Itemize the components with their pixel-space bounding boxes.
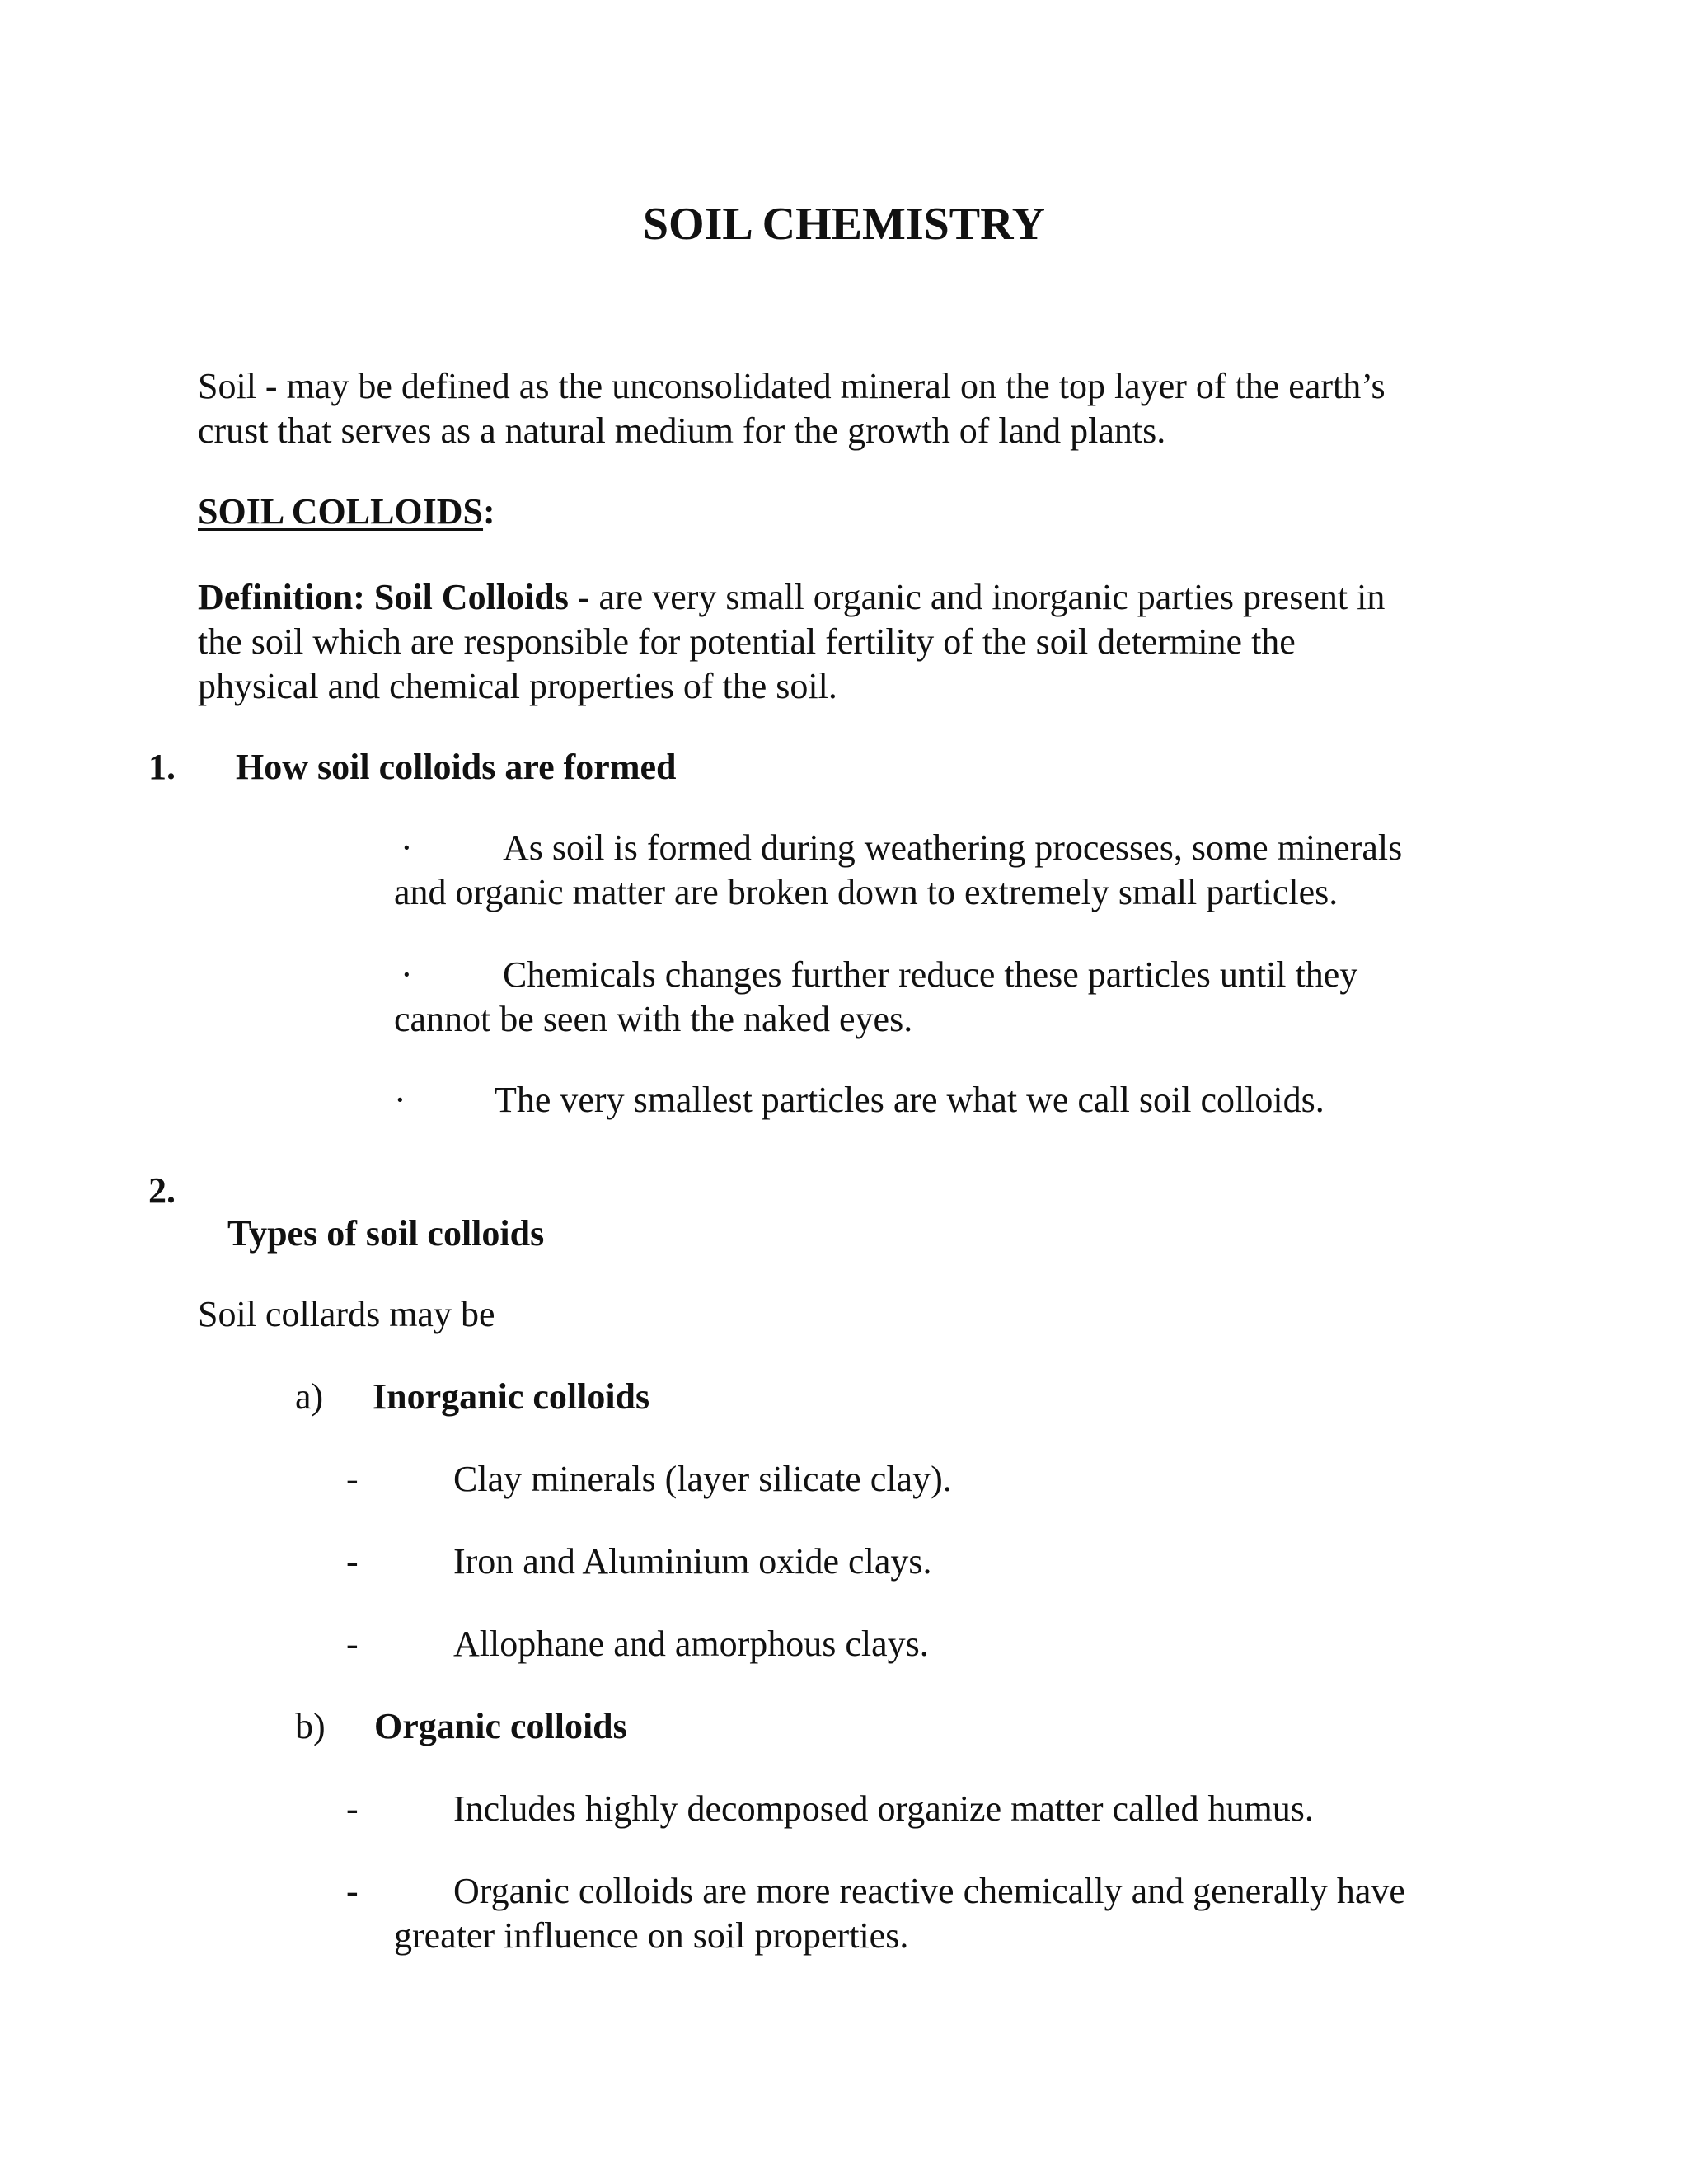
bullet-mark: · — [401, 954, 413, 995]
list-item: Organic colloids are more reactive chemically and generally have — [453, 1871, 1405, 1911]
definition-line-2: the soil which are responsible for potential fertility of the soil determine the — [198, 621, 1296, 662]
bullet-1-line-2: and organic matter are broken down to extremely small particles. — [394, 872, 1339, 912]
list-item: Iron and Aluminium oxide clays. — [453, 1541, 932, 1582]
bullet-1-line-1: As soil is formed during weathering processes, some minerals — [503, 827, 1403, 868]
sub-b-heading: Organic colloids — [374, 1706, 627, 1746]
definition-line-1 — [198, 575, 1385, 620]
section-heading-colon: : — [483, 491, 495, 532]
bullet-mark: · — [401, 827, 413, 868]
item-1-number: 1. — [148, 747, 176, 787]
dash-mark: - — [346, 1788, 359, 1829]
item-2-number: 2. — [148, 1170, 176, 1211]
dash-mark: - — [346, 1624, 359, 1664]
section-heading-text: SOIL COLLOIDS — [198, 491, 484, 532]
dash-mark: - — [346, 1541, 359, 1582]
definition-label: Definition: Soil Colloids — [198, 577, 569, 617]
bullet-2-line-2: cannot be seen with the naked eyes. — [394, 999, 913, 1039]
definition-line-3: physical and chemical properties of the soil. — [198, 666, 837, 706]
list-item: Allophane and amorphous clays. — [453, 1624, 929, 1664]
page-title: SOIL CHEMISTRY — [642, 199, 1046, 250]
intro-line-2: crust that serves as a natural medium for the growth of land plants. — [198, 410, 1166, 451]
section-heading — [198, 490, 495, 534]
bullet-2-line-1: Chemicals changes further reduce these particles until they — [503, 954, 1358, 995]
intro-line-1: Soil - may be defined as the unconsolidated mineral on the top layer of the earth’s — [198, 366, 1386, 406]
sub-a-heading: Inorganic colloids — [373, 1376, 650, 1417]
list-item: Clay minerals (layer silicate clay). — [453, 1459, 952, 1499]
item-2-intro: Soil collards may be — [198, 1294, 495, 1334]
list-item: Includes highly decomposed organize matter called humus. — [453, 1788, 1314, 1829]
sub-b-marker: b) — [295, 1706, 326, 1746]
item-1-heading: How soil colloids are formed — [236, 747, 677, 787]
item-2-heading: Types of soil colloids — [227, 1213, 545, 1254]
list-item-continuation: greater influence on soil properties. — [394, 1915, 909, 1956]
sub-a-marker: a) — [295, 1376, 324, 1417]
definition-text: - are very small organic and inorganic parties present in — [568, 577, 1386, 617]
dash-mark: - — [346, 1871, 359, 1911]
bullet-3-line-1: The very smallest particles are what we call soil colloids. — [495, 1080, 1325, 1120]
dash-mark: - — [346, 1459, 359, 1499]
bullet-mark: · — [394, 1080, 406, 1120]
